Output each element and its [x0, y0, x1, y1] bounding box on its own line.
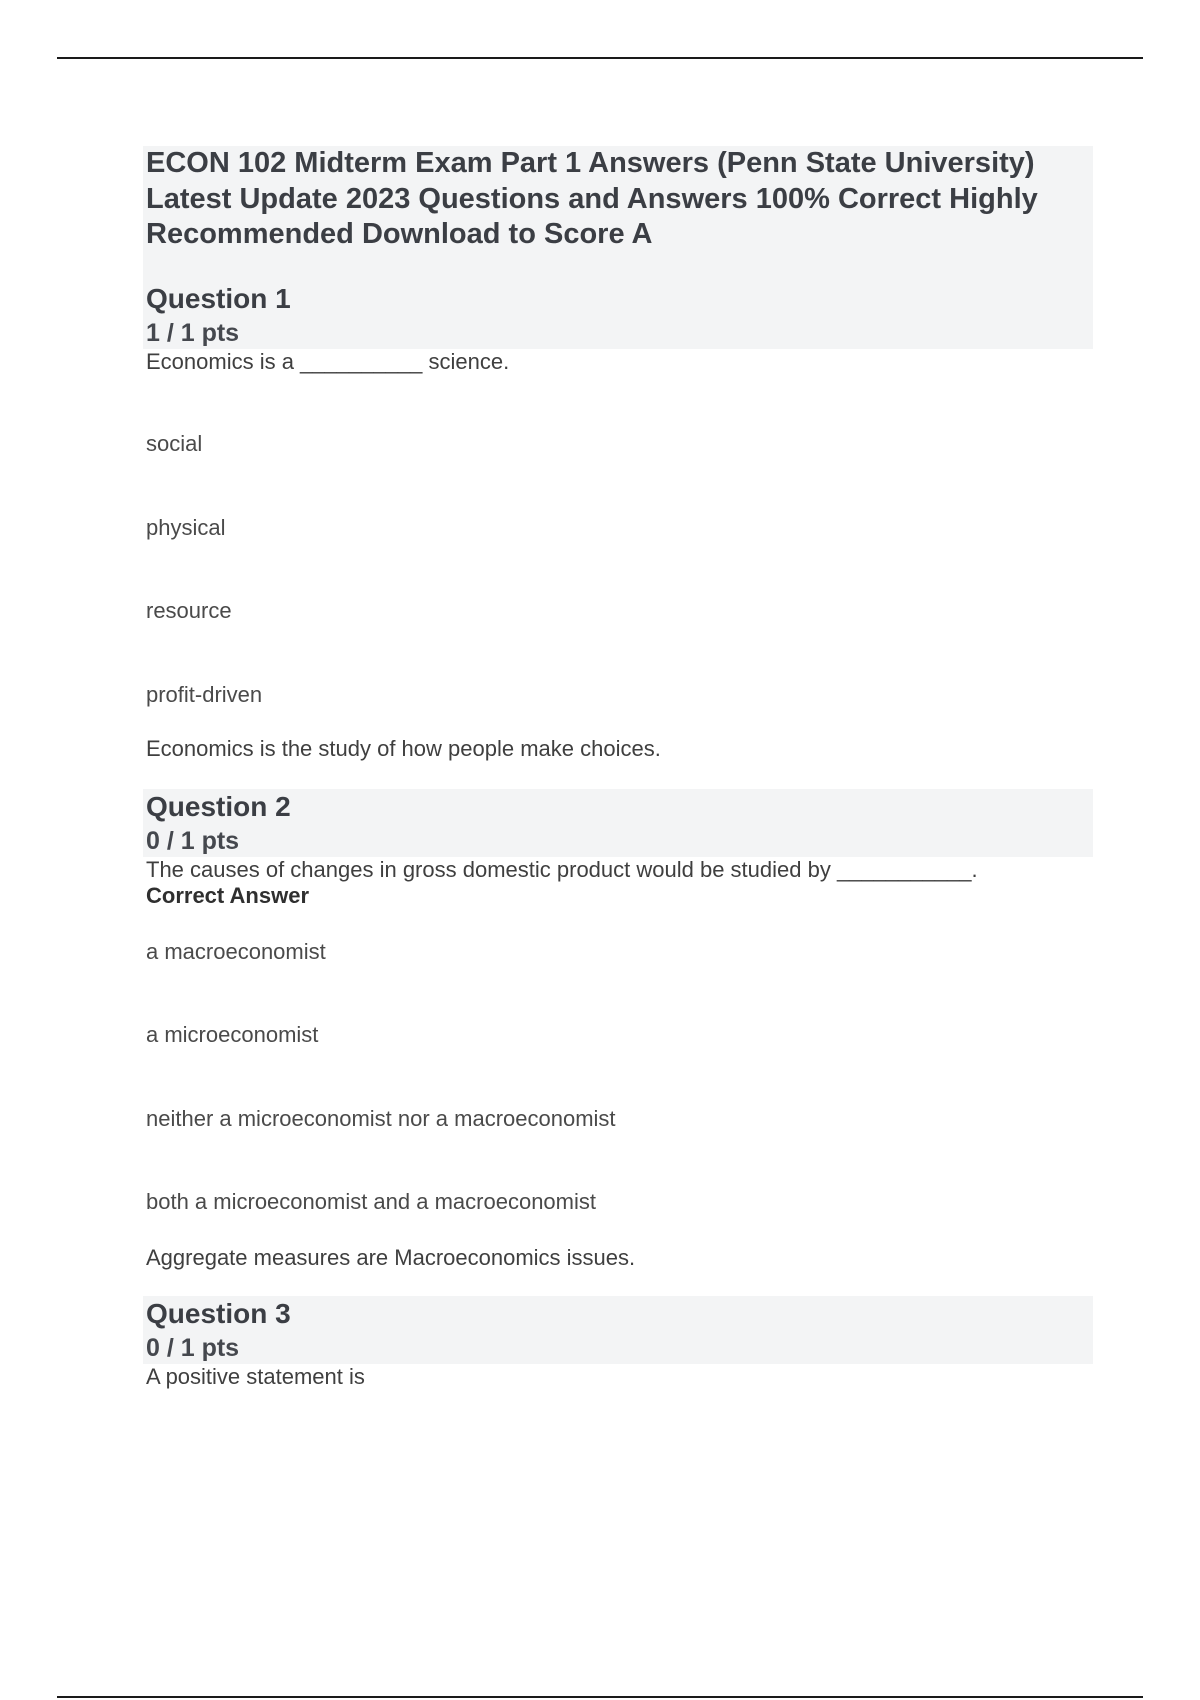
question-2-option-2: a microeconomist	[146, 1021, 319, 1047]
question-1-option-1: social	[146, 430, 203, 456]
correct-answer-label: Correct Answer	[146, 882, 310, 908]
question-2-title: Question 2	[146, 790, 291, 822]
question-2-points: 0 / 1 pts	[146, 826, 240, 855]
title-band	[143, 146, 1093, 349]
question-1-text: Economics is a __________ science.	[146, 348, 510, 374]
question-1-note: Economics is the study of how people make choices.	[146, 735, 661, 761]
question-2-option-3: neither a microeconomist nor a macroeconomist	[146, 1105, 616, 1131]
question-2-option-1: a macroeconomist	[146, 938, 326, 964]
question-1-option-3: resource	[146, 597, 232, 623]
question-2-header	[143, 789, 1093, 857]
document-body	[143, 146, 1093, 1390]
question-2-text: The causes of changes in gross domestic product would be studied by ___________.	[146, 856, 978, 882]
question-2-option-4: both a microeconomist and a macroeconomist	[146, 1188, 596, 1214]
question-3-title: Question 3	[146, 1297, 291, 1329]
bottom-rule	[57, 1696, 1143, 1698]
question-3-header	[143, 1296, 1093, 1364]
question-2-note: Aggregate measures are Macroeconomics issues.	[146, 1244, 636, 1270]
question-3-points: 0 / 1 pts	[146, 1333, 240, 1362]
question-1-header	[143, 281, 1093, 349]
question-1-option-2: physical	[146, 514, 226, 540]
document-title: ECON 102 Midterm Exam Part 1 Answers (Penn State University) Latest Update 2023 Questions and Answers 100% Correct Highly Recommended Download to Score A	[146, 147, 1038, 250]
question-1-title: Question 1	[146, 282, 291, 314]
top-rule	[57, 57, 1143, 59]
question-1-option-4: profit-driven	[146, 681, 263, 707]
question-3-text: A positive statement is	[146, 1363, 365, 1389]
question-1-points: 1 / 1 pts	[146, 318, 240, 347]
